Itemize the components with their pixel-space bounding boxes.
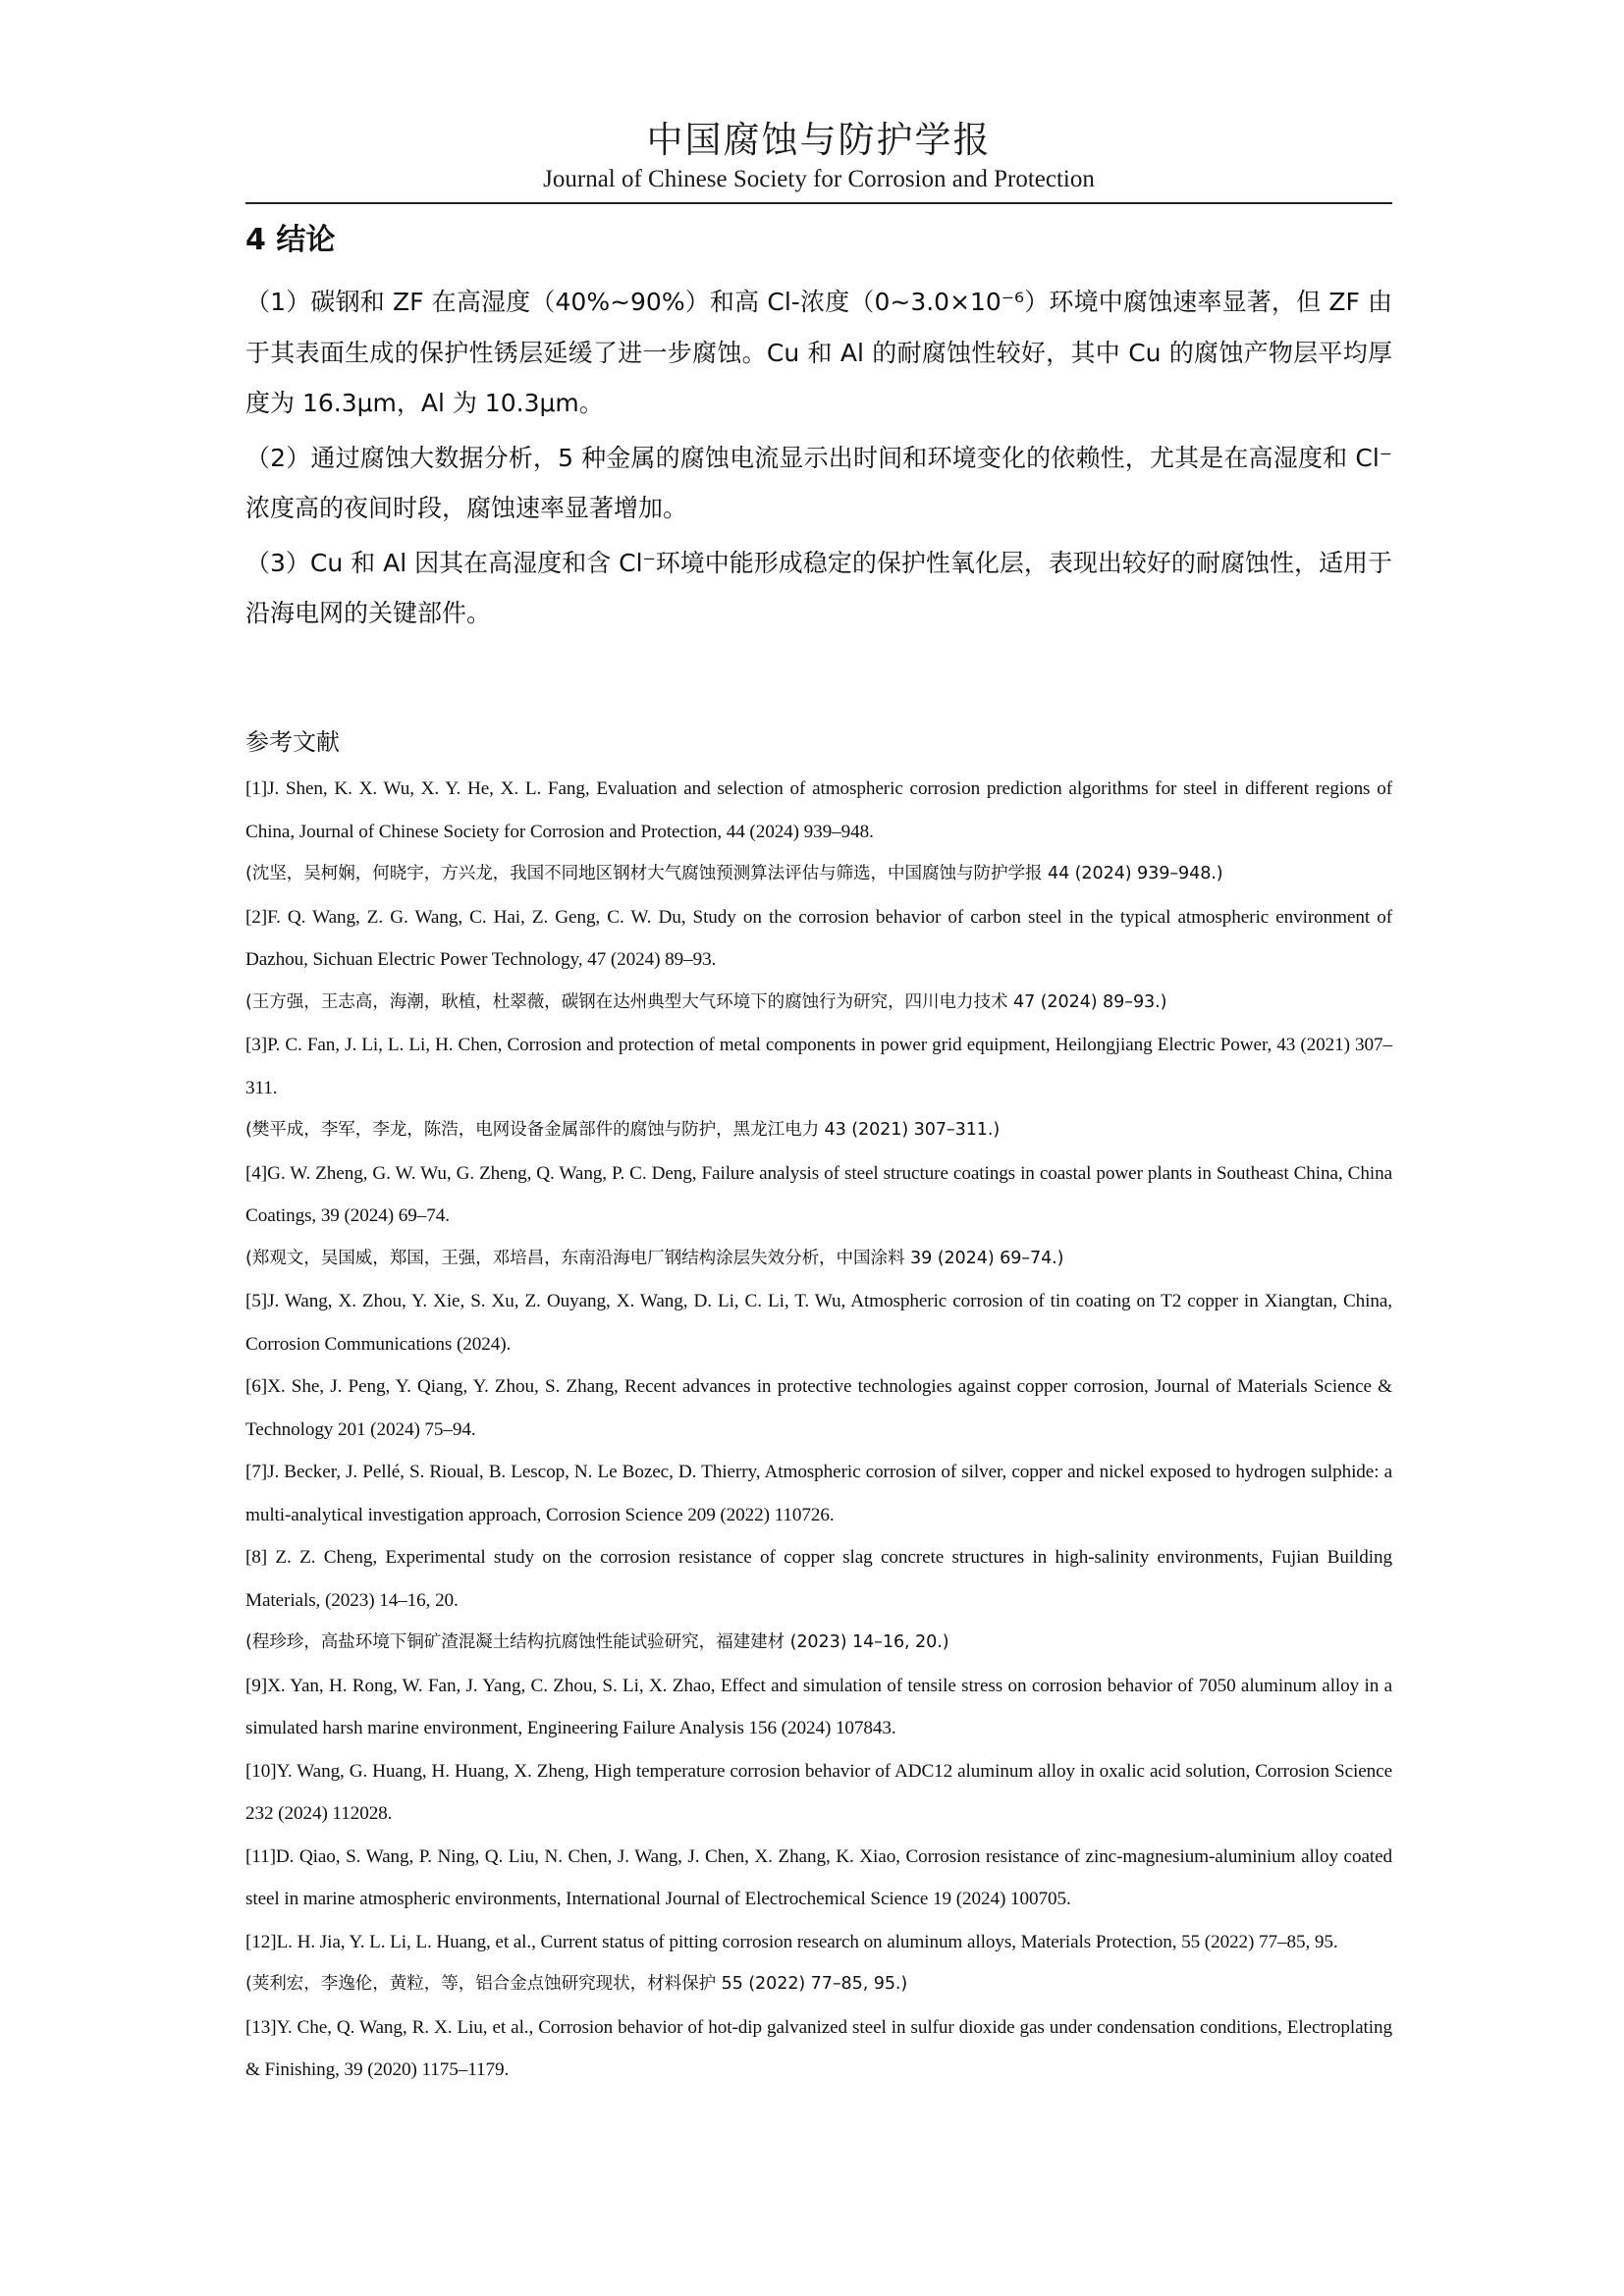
references-heading: 参考文献 [245,728,340,756]
reference-entry-cn: (郑观文，吴国威，郑国，王强，邓培昌，东南沿海电厂钢结构涂层失效分析，中国涂料 39 (2024) 69–74.) [245,1248,1064,1268]
reference-entry: [13]Y. Che, Q. Wang, R. X. Liu, et al., Corrosion behavior of hot-dip galvanized steel in sulfur dioxide gas under condensation conditions, Electroplating & Finishing, 39 (2020) 1175–1179. [245,2016,1392,2080]
reference-entry: [9]X. Yan, H. Rong, W. Fan, J. Yang, C. Zhou, S. Li, X. Zhao, Effect and simulation of tensile stress on corrosion behavior of 7050 aluminum alloy in a simulated harsh marine environment, Engineering Failure Analysis 156 (2024) 107843. [245,1675,1392,1738]
reference-entry: [2]F. Q. Wang, Z. G. Wang, C. Hai, Z. Geng, C. W. Du, Study on the corrosion behavior of carbon steel in the typical atmospheric environment of Dazhou, Sichuan Electric Power Technology, 47 (2024) 89–93. [245,906,1392,970]
reference-entry-cn: (王方强，王志高，海潮，耿植，杜翠薇，碳钢在达州典型大气环境下的腐蚀行为研究，四川电力技术 47 (2024) 89–93.) [245,991,1167,1012]
reference-entry: [6]X. She, J. Peng, Y. Qiang, Y. Zhou, S. Zhang, Recent advances in protective technologies against copper corrosion, Journal of Materials Science & Technology 201 (2024) 75–94. [245,1376,1392,1440]
journal-header [245,116,1392,194]
reference-entry: [3]P. C. Fan, J. Li, L. Li, H. Chen, Corrosion and protection of metal components in power grid equipment, Heilongjiang Electric Power, 43 (2021) 307–311. [245,1035,1392,1098]
conclusion-paragraph: （2）通过腐蚀大数据分析，5 种金属的腐蚀电流显示出时间和环境变化的依赖性，尤其是在高湿度和 Cl⁻浓度高的夜间时段，腐蚀速率显著增加。 [245,443,1392,522]
journal-title-en: Journal of Chinese Society for Corrosion and Protection [543,166,1095,192]
header-divider [245,202,1392,204]
reference-entry-cn: (程珍珍，高盐环境下铜矿渣混凝土结构抗腐蚀性能试验研究，福建建材 (2023) 14–16, 20.) [245,1632,949,1652]
reference-entry: [1]J. Shen, K. X. Wu, X. Y. He, X. L. Fang, Evaluation and selection of atmospheric corrosion prediction algorithms for steel in different regions of China, Journal of Chinese Society for Corrosion and Protection, 44 (2024) 939–948. [245,778,1392,842]
reference-entry: [10]Y. Wang, G. Huang, H. Huang, X. Zheng, High temperature corrosion behavior of ADC12 aluminum alloy in oxalic acid solution, Corrosion Science 232 (2024) 112028. [245,1760,1392,1824]
reference-entry-cn: (樊平成，李军，李龙，陈浩，电网设备金属部件的腐蚀与防护，黑龙江电力 43 (2021) 307–311.) [245,1120,1001,1140]
conclusion-paragraph: （1）碳钢和 ZF 在高湿度（40%~90%）和高 Cl-浓度（0~3.0×10⁻⁶）环境中腐蚀速率显著，但 ZF 由于其表面生成的保护性锈层延缓了进一步腐蚀。Cu 和 Al 的耐腐蚀性较好，其中 Cu 的腐蚀产物层平均厚度为 16.3μm，Al 为 10.3μm。 [245,288,1392,417]
conclusions-body [245,277,1392,643]
reference-entry: [7]J. Becker, J. Pellé, S. Rioual, B. Lescop, N. Le Bozec, D. Thierry, Atmospheric corrosion of silver, copper and nickel exposed to hydrogen sulphide: a multi-analytical investigation approach, Corrosion Science 209 (2022) 110726. [245,1462,1392,1525]
reference-entry: [4]G. W. Zheng, G. W. Wu, G. Zheng, Q. Wang, P. C. Deng, Failure analysis of steel structure coatings in coastal power plants in Southeast China, China Coatings, 39 (2024) 69–74. [245,1162,1392,1226]
reference-entry-cn: (沈坚，吴柯娴，何晓宇，方兴龙，我国不同地区钢材大气腐蚀预测算法评估与筛选，中国腐蚀与防护学报 44 (2024) 939–948.) [245,864,1223,883]
journal-title-cn: 中国腐蚀与防护学报 [646,119,992,161]
reference-entry: [12]L. H. Jia, Y. L. Li, L. Huang, et al., Current status of pitting corrosion research on aluminum alloys, Materials Protection, 55 (2022) 77–85, 95. [245,1931,1338,1952]
reference-entry-cn: (荚利宏，李逸伦，黄粒，等，铝合金点蚀研究现状，材料保护 55 (2022) 77–85, 95.) [245,1974,908,1994]
reference-entry: [11]D. Qiao, S. Wang, P. Ning, Q. Liu, N. Chen, J. Wang, J. Chen, X. Zhang, K. Xiao, Corrosion resistance of zinc-magnesium-aluminium alloy coated steel in marine atmospheric environments, International Journal of Electrochemical Science 19 (2024) 100705. [245,1845,1392,1909]
conclusion-paragraph: （3）Cu 和 Al 因其在高湿度和含 Cl⁻环境中能形成稳定的保护性氧化层，表现出较好的耐腐蚀性，适用于沿海电网的关键部件。 [245,548,1392,627]
reference-list [245,768,1392,2092]
reference-entry: [5]J. Wang, X. Zhou, Y. Xie, S. Xu, Z. Ouyang, X. Wang, D. Li, C. Li, T. Wu, Atmospheric corrosion of tin coating on T2 copper in Xiangtan, China, Corrosion Communications (2024). [245,1291,1392,1355]
section-title: 4 结论 [245,223,336,257]
reference-entry: [8] Z. Z. Cheng, Experimental study on the corrosion resistance of copper slag concrete structures in high-salinity environments, Fujian Building Materials, (2023) 14–16, 20. [245,1547,1392,1611]
